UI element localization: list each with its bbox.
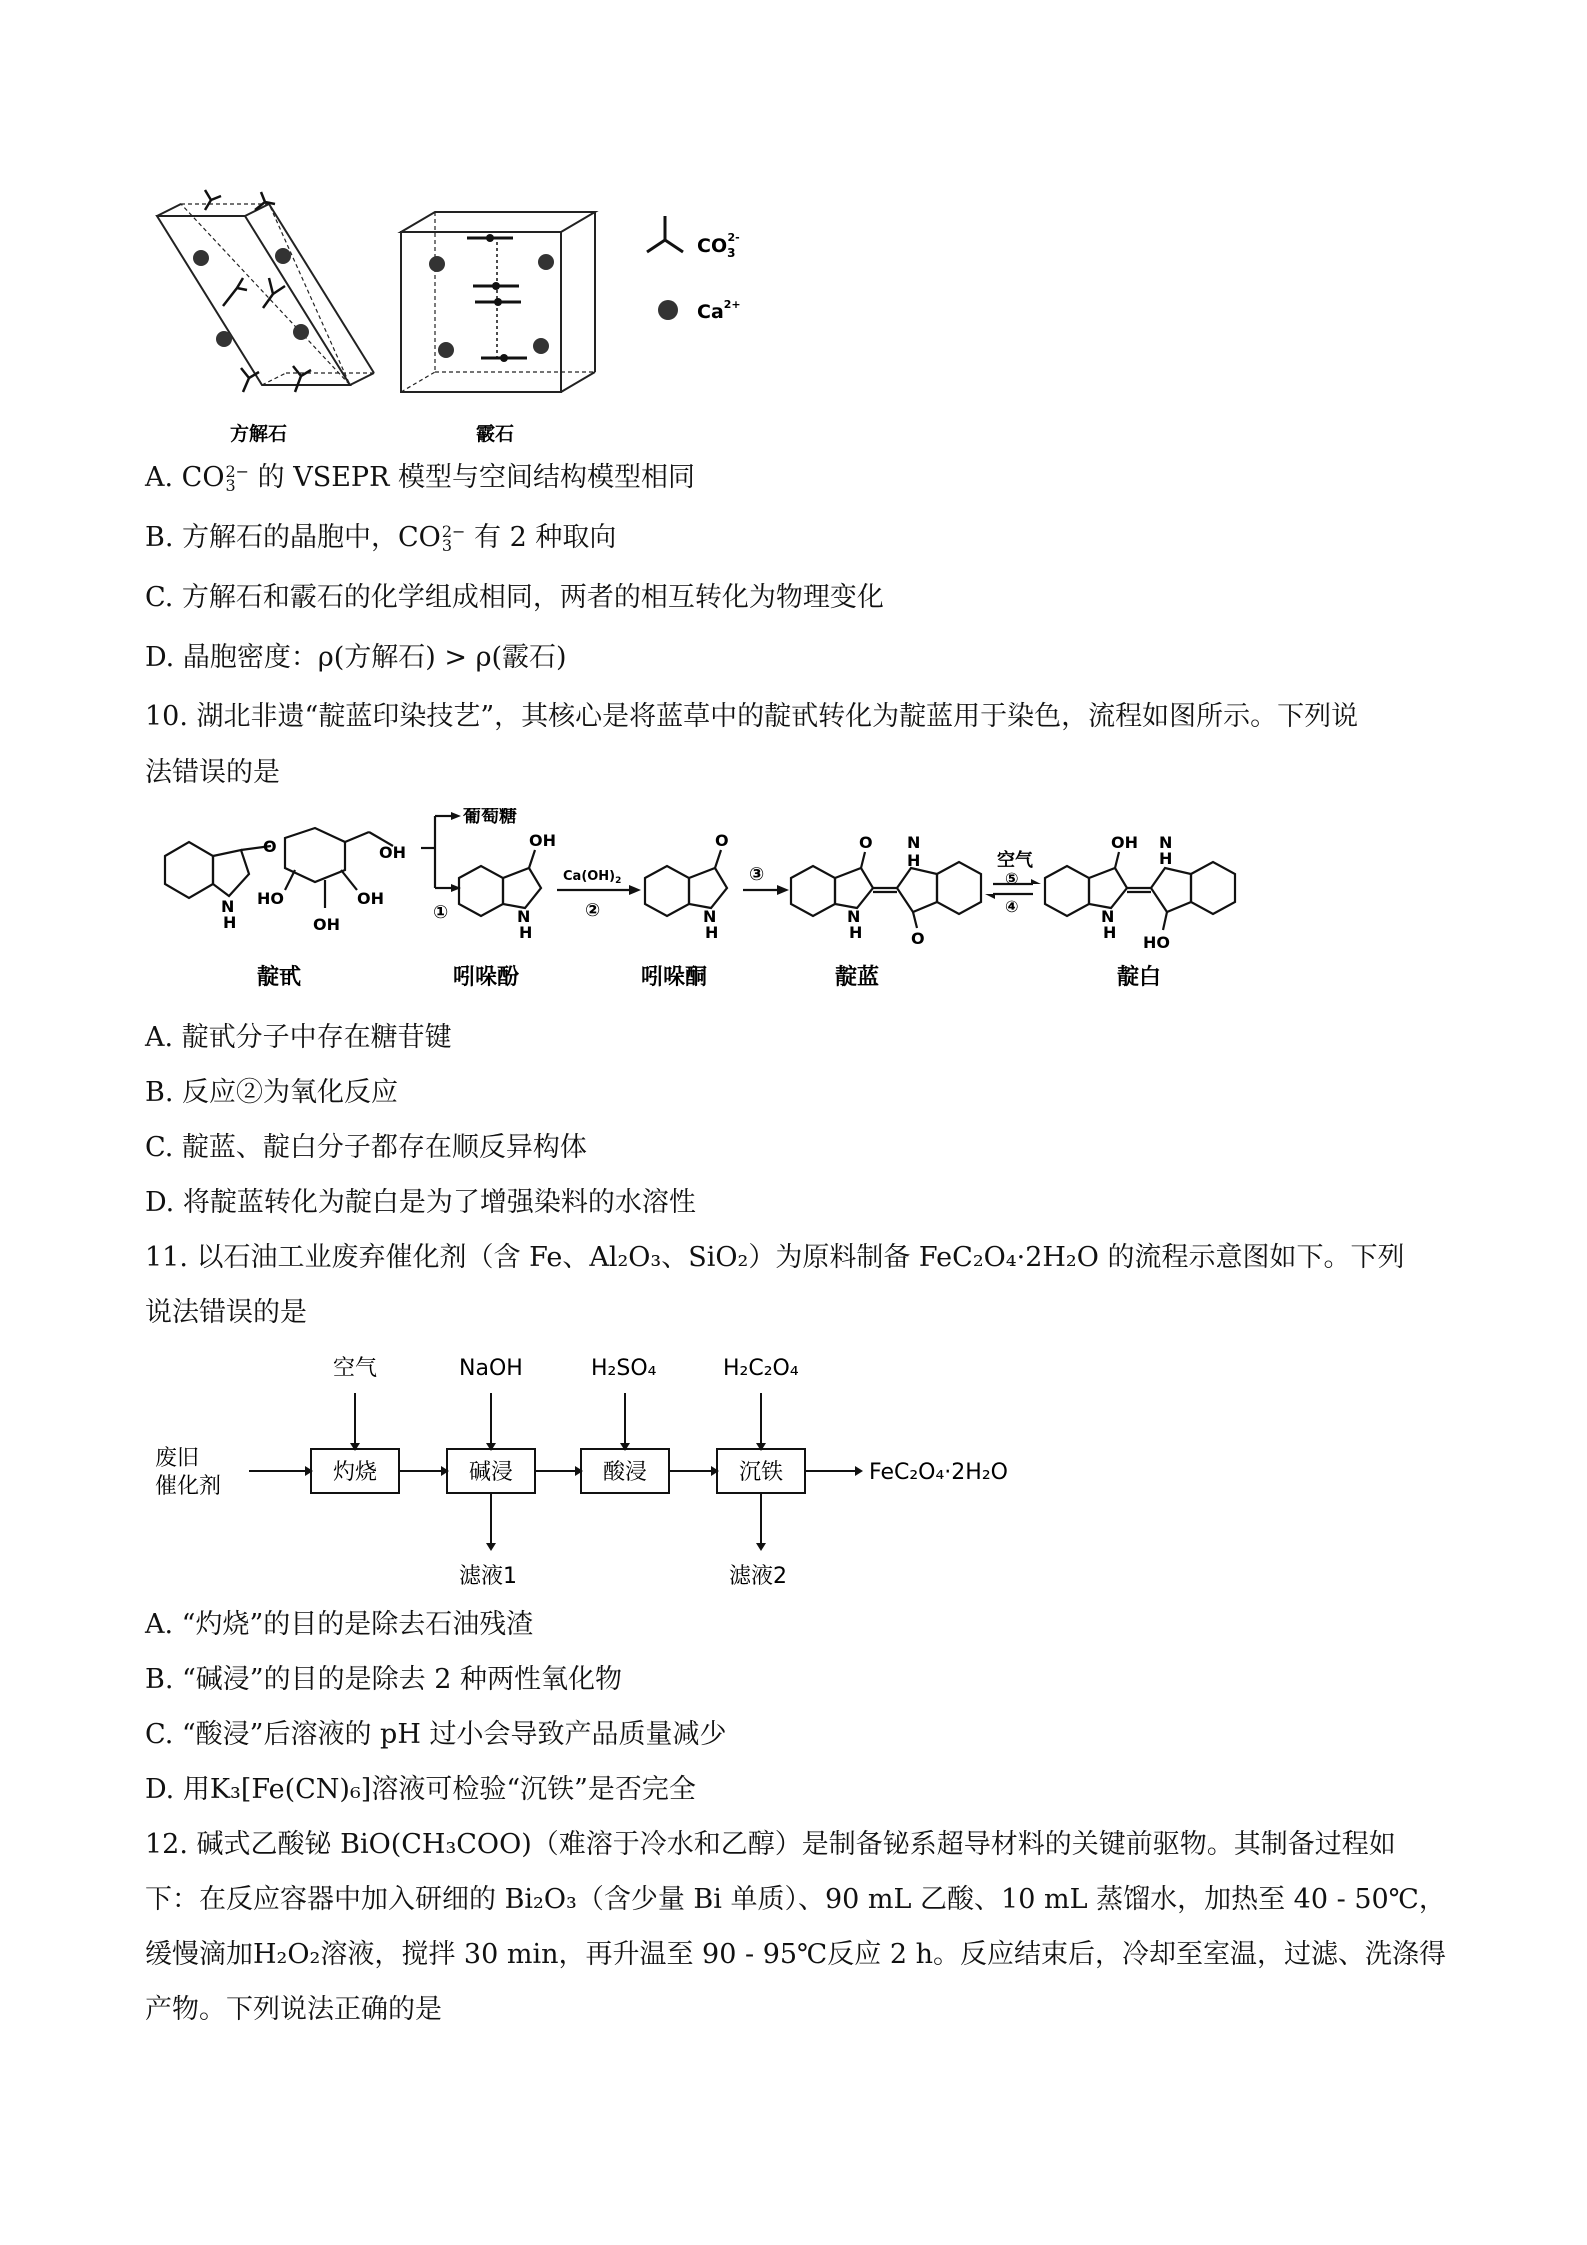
leuco-label: 靛白 bbox=[1117, 965, 1162, 990]
filtrate1-label: 滤液1 bbox=[459, 1564, 517, 1589]
q9-option-b: B. 方解石的晶胞中，CO 2− 3 有 2 种取向 bbox=[145, 521, 617, 555]
step-5-label: ⑤ bbox=[1005, 869, 1019, 888]
q10-stem-line2: 法错误的是 bbox=[145, 757, 280, 788]
leuco-oh: OH bbox=[1111, 833, 1138, 852]
calcite-cell bbox=[157, 204, 374, 385]
start-line2: 催化剂 bbox=[155, 1474, 222, 1499]
indican-ho: HO bbox=[257, 889, 284, 908]
indigo-nh1: N bbox=[847, 907, 861, 926]
leuco-nh2: N bbox=[1159, 833, 1173, 852]
q11-stem-line2: 说法错误的是 bbox=[145, 1297, 307, 1328]
q12-line3: 缓慢滴加H₂O₂溶液，搅拌 30 min，再升温至 90 - 95℃反应 2 h。反应结束后，冷却至室温，过滤、洗涤得 bbox=[145, 1939, 1446, 1970]
leuco-h2: H bbox=[1159, 849, 1173, 868]
indolone-nh: N bbox=[703, 907, 717, 926]
leuco-nh1: N bbox=[1101, 907, 1115, 926]
step-4-label: ④ bbox=[1005, 897, 1019, 916]
indican-oh: OH bbox=[379, 843, 406, 862]
step-3-label: ③ bbox=[749, 864, 765, 885]
indigo-o1: O bbox=[859, 833, 873, 852]
q11-option-a: A. “灼烧”的目的是除去石油残渣 bbox=[145, 1609, 534, 1640]
q12-line2: 下：在反应容器中加入研细的 Bi₂O₃（含少量 Bi 单质）、90 mL 乙酸、10 mL 蒸馏水，加热至 40 - 50℃， bbox=[145, 1884, 1446, 1915]
q9-option-a: A. CO 2− 3 的 VSEPR 模型与空间结构模型相同 bbox=[145, 461, 696, 495]
indoxyl-h: H bbox=[519, 923, 533, 942]
indigo-h1: H bbox=[849, 923, 863, 942]
input-naoh: NaOH bbox=[459, 1356, 523, 1381]
indigo-scheme-drawing bbox=[145, 808, 1265, 1008]
ca-legend-label: $Ca^{2+}$ bbox=[697, 298, 741, 323]
indigo-nh2: N bbox=[907, 833, 921, 852]
co3-legend-icon bbox=[647, 216, 683, 252]
co3-legend-label: $CO_32-$ bbox=[697, 231, 740, 260]
indolone-label: 吲哚酮 bbox=[641, 965, 708, 990]
crystal-figure bbox=[145, 180, 785, 450]
q11-option-c: C. “酸浸”后溶液的 pH 过小会导致产品质量减少 bbox=[145, 1719, 727, 1750]
input-air: 空气 bbox=[333, 1356, 378, 1381]
indican-nh: N bbox=[221, 897, 235, 916]
q10-option-d: D. 将靛蓝转化为靛白是为了增强染料的水溶性 bbox=[145, 1187, 696, 1218]
filtrate2-label: 滤液2 bbox=[729, 1564, 787, 1589]
indoxyl-label: 吲哚酚 bbox=[453, 965, 520, 990]
q11-option-d: D. 用K₃[Fe(CN)₆]溶液可检验“沉铁”是否完全 bbox=[145, 1774, 696, 1805]
q9-option-d: D. 晶胞密度：ρ(方解石) > ρ(霰石) bbox=[145, 642, 567, 673]
indican-h: H bbox=[223, 913, 237, 932]
indican-o: O bbox=[263, 837, 277, 856]
box-acid-label: 酸浸 bbox=[603, 1460, 648, 1485]
process-flow-drawing bbox=[145, 1345, 1045, 1595]
q11-option-b: B. “碱浸”的目的是除去 2 种两性氧化物 bbox=[145, 1664, 622, 1695]
indican-oh2: OH bbox=[357, 889, 384, 908]
box-alkali-label: 碱浸 bbox=[469, 1460, 514, 1485]
q10-stem-line1: 10. 湖北非遗“靛蓝印染技艺”，其核心是将蓝草中的靛甙转化为靛蓝用于染色，流程如图所示。下列说 bbox=[145, 701, 1359, 732]
air-label: 空气 bbox=[997, 850, 1033, 871]
input-h2c2o4: H₂C₂O₄ bbox=[723, 1356, 799, 1381]
indican-label: 靛甙 bbox=[257, 965, 302, 990]
indigo-scheme bbox=[145, 808, 1265, 1008]
indolone-o: O bbox=[715, 831, 729, 850]
indigo-h2: H bbox=[907, 851, 921, 870]
q11-stem-line1: 11. 以石油工业废弃催化剂（含 Fe、Al₂O₃、SiO₂）为原料制备 FeC₂O₄·2H₂O 的流程示意图如下。下列 bbox=[145, 1242, 1405, 1273]
q10-option-a: A. 靛甙分子中存在糖苷键 bbox=[145, 1022, 452, 1053]
indican-oh3: OH bbox=[313, 915, 340, 934]
indoxyl-nh: N bbox=[517, 907, 531, 926]
leuco-h1: H bbox=[1103, 923, 1117, 942]
product-label: FeC₂O₄·2H₂O bbox=[869, 1460, 1008, 1485]
step-2-label: ② bbox=[585, 900, 601, 921]
indolone-h: H bbox=[705, 923, 719, 942]
calcite-label: 方解石 bbox=[230, 423, 288, 445]
q12-line4: 产物。下列说法正确的是 bbox=[145, 1994, 442, 2025]
q9-option-c: C. 方解石和霰石的化学组成相同，两者的相互转化为物理变化 bbox=[145, 582, 884, 613]
process-flow bbox=[145, 1345, 1045, 1595]
indigo-o2: O bbox=[911, 929, 925, 948]
leuco-ho: HO bbox=[1143, 933, 1170, 952]
q12-line1: 12. 碱式乙酸铋 BiO(CH₃COO)（难溶于冷水和乙醇）是制备铋系超导材料的关键前驱物。其制备过程如 bbox=[145, 1829, 1396, 1860]
q10-option-b: B. 反应②为氧化反应 bbox=[145, 1077, 399, 1108]
ca-legend-icon bbox=[658, 300, 678, 320]
indoxyl-oh: OH bbox=[529, 831, 556, 850]
aragonite-label: 霰石 bbox=[476, 423, 515, 445]
glucose-label: 葡萄糖 bbox=[463, 808, 517, 827]
reagent-caoh2: $Ca(OH)_2$ bbox=[563, 869, 622, 886]
step-1-label: ① bbox=[433, 902, 449, 923]
input-h2so4: H₂SO₄ bbox=[591, 1356, 657, 1381]
start-line1: 废旧 bbox=[155, 1446, 200, 1471]
box-roast-label: 灼烧 bbox=[333, 1460, 378, 1485]
crystal-drawing bbox=[145, 180, 785, 450]
q10-option-c: C. 靛蓝、靛白分子都存在顺反异构体 bbox=[145, 1132, 587, 1163]
indigo-label: 靛蓝 bbox=[835, 965, 880, 990]
box-iron-label: 沉铁 bbox=[739, 1460, 784, 1485]
